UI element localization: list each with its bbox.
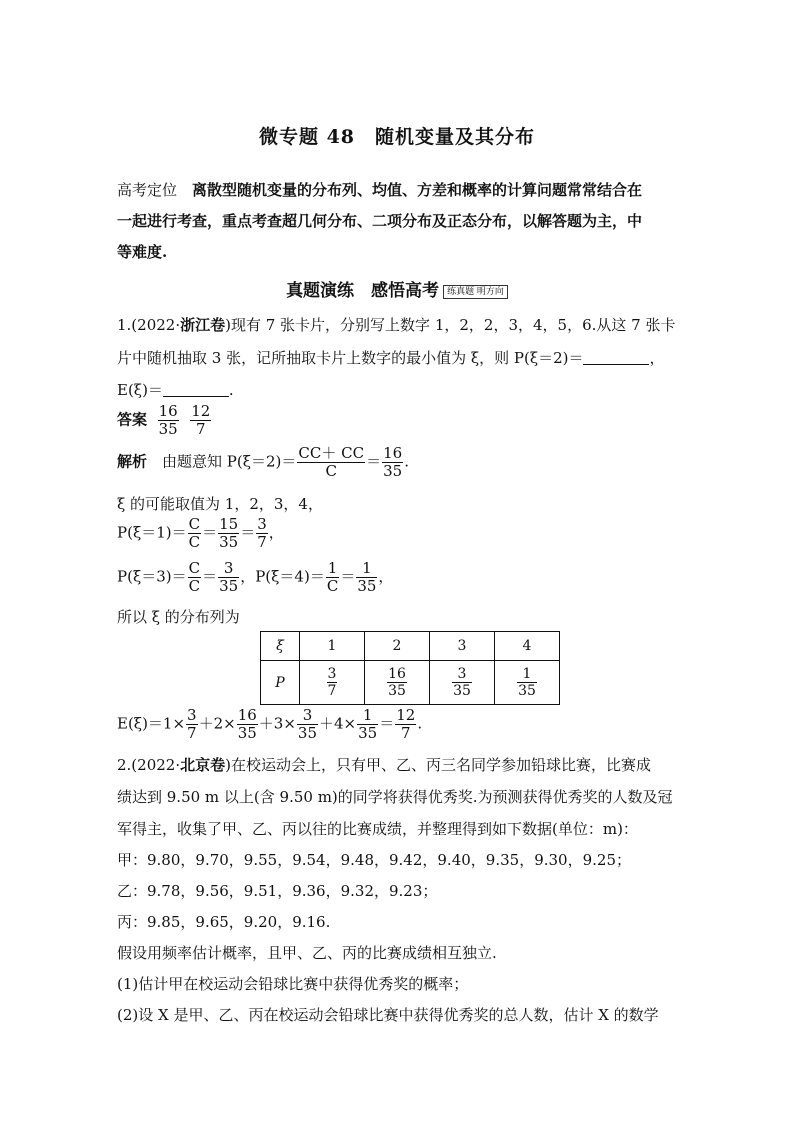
- p3-p4-line: P(ξ＝3)＝ $\frac{C}{C}$ ＝ $\frac{3}{35}$ ，P(ξ＝4)＝ $\frac{1}{C}$ ＝ $\frac{1}{35}$ ，: [117, 559, 394, 595]
- q1-prefix: 1.(2022·: [117, 316, 181, 334]
- q2-part-1: (1)估计甲在校运动会铅球比赛中获得优秀奖的概率；: [117, 975, 469, 993]
- answer-fraction-1: $\frac{16}{35}$: [158, 402, 178, 438]
- q1-text-1: )现有 7 张卡片，分别写上数字 1，2，2，3，4，5，6.从这 7 张卡: [225, 316, 676, 334]
- table-cell: 3: [430, 632, 495, 661]
- intro-line-3: 等难度.: [117, 243, 168, 261]
- q2-assumption: 假设用频率估计概率，且甲、乙、丙的比赛成绩相互独立.: [117, 944, 497, 962]
- p3-fraction-1: $\frac{C}{C}$: [188, 559, 201, 595]
- p3-fraction-2: $\frac{3}{35}$: [219, 559, 239, 595]
- table-cell: $\frac{1}{35}$: [495, 661, 560, 705]
- intro-line-2: 一起进行考查，重点考查超几何分布、二项分布及正态分布，以解答题为主，中: [117, 212, 643, 230]
- q2-line-3: 军得主，收集了甲、乙、丙以往的比赛成绩，并整理得到如下数据(单位：m)：: [117, 820, 638, 838]
- q2-source: 北京卷: [180, 756, 226, 774]
- q1-line-1: [117, 314, 675, 335]
- q2-part-2: (2)设 X 是甲、乙、丙在校运动会铅球比赛中获得优秀奖的总人数，估计 X 的数学: [117, 1006, 659, 1024]
- distribution-table: [260, 631, 560, 705]
- solution-fraction-1: $\frac{CC+ CC}{C}$: [298, 444, 365, 480]
- p4-fraction-2: $\frac{1}{35}$: [357, 559, 377, 595]
- p4-fraction-1: $\frac{1}{C}$: [326, 559, 339, 595]
- e-fraction-3: $\frac{3}{35}$: [297, 706, 318, 742]
- solution-line-1: 解析 由题意知 P(ξ＝2)＝ $\frac{CC+ CC}{C}$ ＝ $\frac{16}{35}$ .: [117, 444, 409, 480]
- p1-fraction-1: $\frac{C}{C}$: [188, 515, 201, 551]
- q1-period: .: [228, 381, 234, 399]
- q2-line-1: [117, 754, 651, 775]
- answer-blank-2: [163, 382, 229, 397]
- page-title: 微专题 48 随机变量及其分布: [258, 126, 536, 148]
- table-header-p: P: [261, 661, 300, 705]
- data-jia: 甲：9.80，9.70，9.55，9.54，9.48，9.42，9.40，9.35，9.30，9.25；: [117, 851, 631, 869]
- e-fraction-2: $\frac{16}{35}$: [237, 706, 257, 742]
- e-fraction-4: $\frac{1}{35}$: [358, 706, 378, 742]
- values-line: ξ 的可能取值为 1，2，3，4，: [117, 495, 323, 513]
- solution-fraction-2: $\frac{16}{35}$: [383, 444, 403, 480]
- section-header: [0, 276, 794, 301]
- p1-fraction-3: $\frac{3}{7}$: [257, 515, 267, 551]
- q2-text-1: )在校运动会上，只有甲、乙、丙三名同学参加铅球比赛，比赛成: [225, 756, 651, 774]
- section-tag: 练真题 明方向: [443, 285, 508, 299]
- expectation-line: E(ξ)＝1× $\frac{3}{7}$ ＋2× $\frac{16}{35}$ ＋3× $\frac{3}{35}$ ＋4× $\frac{1}{35}$ ＝ $\frac{12}{7}$ .: [117, 706, 423, 742]
- distribution-intro: 所以 ξ 的分布列为: [117, 608, 240, 626]
- intro-text-1: 离散型随机变量的分布列、均值、方差和概率的计算问题常常结合在: [192, 181, 643, 199]
- table-cell: 2: [365, 632, 430, 661]
- table-cell: 4: [495, 632, 560, 661]
- intro-line-1: [117, 179, 642, 200]
- intro-label: 高考定位: [117, 181, 178, 199]
- table-cell: $\frac{16}{35}$: [365, 661, 430, 705]
- table-row: [261, 632, 560, 661]
- solution-label: 解析: [117, 452, 148, 471]
- table-row: [261, 661, 560, 705]
- q1-text-2: 片中随机抽取 3 张，记所抽取卡片上数字的最小值为 ξ，则 P(ξ＝2)＝: [117, 349, 584, 367]
- q2-line-2: 绩达到 9.50 m 以上(含 9.50 m)的同学将获得优秀奖.为预测获得优秀奖的人数及冠: [117, 788, 673, 806]
- answer-fraction-2: $\frac{12}{7}$: [191, 402, 211, 438]
- q1-line-3: [117, 379, 234, 400]
- e-fraction-1: $\frac{3}{7}$: [187, 706, 197, 742]
- answer-blank-1: [583, 350, 649, 365]
- answer-label: 答案: [117, 410, 148, 429]
- data-yi: 乙：9.78，9.56，9.51，9.36，9.32，9.23；: [117, 882, 438, 900]
- table-cell: $\frac{3}{35}$: [430, 661, 495, 705]
- q2-prefix: 2.(2022·: [117, 756, 181, 774]
- p1-line: P(ξ＝1)＝ $\frac{C}{C}$ ＝ $\frac{15}{35}$ ＝ $\frac{3}{7}$ ，: [117, 515, 284, 551]
- q1-comma: ，: [649, 349, 665, 367]
- q1-text-3: E(ξ)＝: [117, 381, 163, 399]
- table-cell: $\frac{3}{7}$: [300, 661, 365, 705]
- q1-source: 浙江卷: [180, 316, 226, 334]
- table-cell: 1: [300, 632, 365, 661]
- q1-line-2: [117, 347, 665, 368]
- p1-fraction-2: $\frac{15}{35}$: [219, 515, 239, 551]
- answer-line: [117, 403, 212, 438]
- section-title: 真题演练 感悟高考: [286, 281, 440, 301]
- e-result-fraction: $\frac{12}{7}$: [396, 706, 416, 742]
- data-bing: 丙：9.85，9.65，9.20，9.16.: [117, 913, 331, 931]
- solution-text: 由题意知 P(ξ＝2)＝: [162, 452, 297, 471]
- table-header-xi: ξ: [261, 632, 300, 661]
